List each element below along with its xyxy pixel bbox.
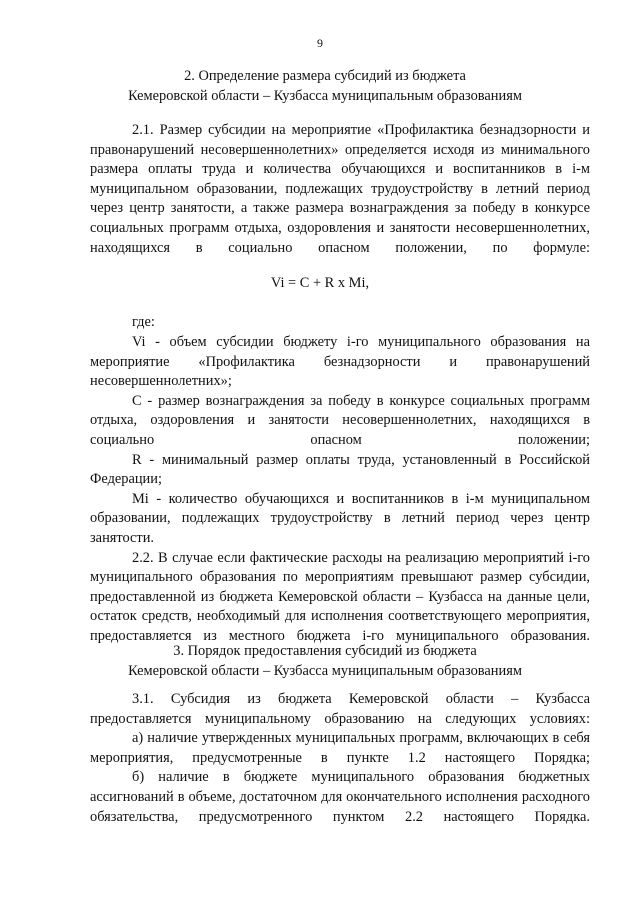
where-label: где:	[132, 314, 155, 330]
condition-b: б) наличие в бюджете муниципального образования бюджетных ассигнований в объеме, достаточном для окончательного исполнения расходного обязательства, предусмотренного пунктом 2.2 настоящего Порядка.	[90, 769, 590, 825]
definitions-block	[90, 333, 590, 647]
section-3-title-line-1: 3. Порядок предоставления субсидий из бюджета	[173, 643, 477, 659]
definition-c: С - размер вознаграждения за победу в конкурсе социальных программ отдыха, оздоровления и занятости несовершеннолетних, находящихся в социально опасном положении;	[90, 392, 590, 448]
section-2-heading	[60, 66, 590, 106]
condition-a: а) наличие утвержденных муниципальных программ, включающих в себя мероприятия, предусмотренные в пункте 1.2 настоящего Порядка;	[90, 730, 590, 766]
definition-r: R - минимальный размер оплаты труда, установленный в Российской Федерации;	[90, 451, 590, 488]
paragraph-3-1: 3.1. Субсидия из бюджета Кемеровской области – Кузбасса предоставляется муниципальному образованию на следующих условиях:	[90, 691, 590, 727]
section-2-title-line-2: Кемеровской области – Кузбасса муниципальным образованиям	[128, 88, 522, 104]
definition-mi: Mi - количество обучающихся и воспитанников в i-м муниципальном образовании, подлежащих трудоустройству в летний период через центр занятости.	[90, 490, 590, 546]
section-3-heading	[60, 641, 590, 681]
definition-vi: Vi - объем субсидии бюджету i-го муниципального образования на мероприятие «Профилактика безнадзорности и правонарушений несовершеннолетних»;	[90, 334, 590, 390]
formula: Vi = C + R x Mi,	[270, 275, 370, 291]
page-number: 9	[317, 36, 323, 50]
paragraph-2-1: 2.1. Размер субсидии на мероприятие «Профилактика безнадзорности и правонарушений несовершеннолетних» определяется исходя из минимального размера оплаты труда и количества обучающихся и воспитанников в i-м муниципальном образовании, подлежащих трудоустройству в летний период через центр занятости, а также размера вознаграждения за победу в конкурсе социальных программ отдыха, оздоровления и занятости несовершеннолетних, находящихся в социально опасном положении, по формуле:	[90, 122, 590, 256]
section-3-title-line-2: Кемеровской области – Кузбасса муниципальным образованиям	[128, 663, 522, 679]
paragraph-2-2: 2.2. В случае если фактические расходы на реализацию мероприятий i-го муниципального образования по мероприятиям превышают размер субсидии, предоставленной из бюджета Кемеровской области – Кузбасса на данные цели, остаток средств, необходимый для исполнения соответствующего мероприятия, предоставляется из местного бюджета i-го муниципального образования.	[90, 549, 590, 644]
section-2-title-line-1: 2. Определение размера субсидий из бюджета	[184, 68, 466, 84]
section-3-body	[90, 690, 590, 827]
